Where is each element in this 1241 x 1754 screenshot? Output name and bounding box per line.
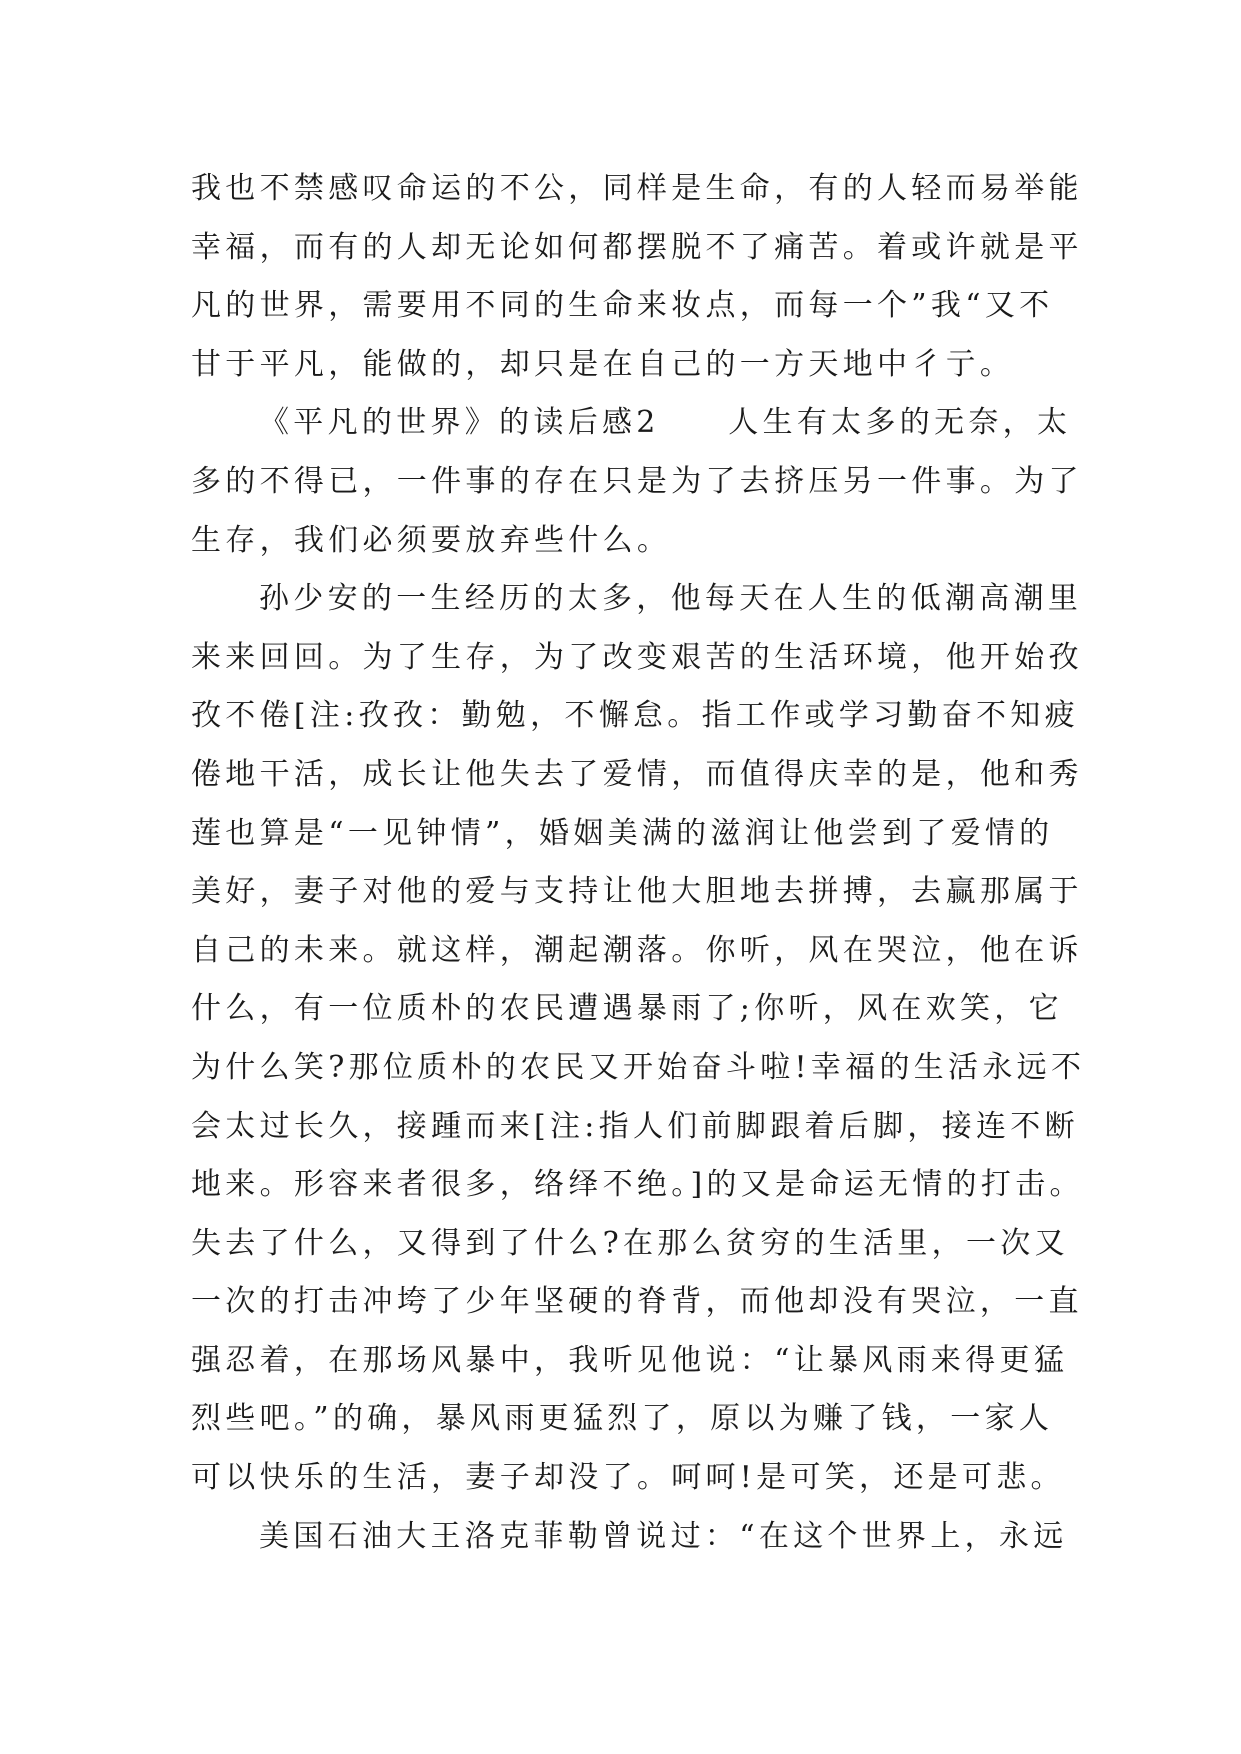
text-line: 自己的未来。就这样，潮起潮落。你听，风在哭泣，他在诉 (191, 932, 1083, 968)
text-line: 倦地干活，成长让他失去了爱情，而值得庆幸的是，他和秀 (191, 756, 1083, 792)
text-line: 强忍着，在那场风暴中，我听见他说：“让暴风雨来得更猛 (191, 1342, 1069, 1378)
text-line: 莲也算是“一见钟情”，婚姻美满的滋润让他尝到了爱情的 (191, 815, 1054, 851)
text-line: 可以快乐的生活，妻子却没了。呵呵!是可笑，还是可悲。 (191, 1460, 1065, 1496)
text-line: 生存，我们必须要放弃些什么。 (191, 522, 672, 558)
text-line: 地来。形容来者很多，络绎不绝。]的又是命运无情的打击。 (191, 1167, 1084, 1203)
text-line: 甘于平凡，能做的，却只是在自己的一方天地中彳亍。 (191, 346, 1015, 382)
text-line: 我也不禁感叹命运的不公，同样是生命，有的人轻而易举能 (191, 171, 1083, 206)
body-text (191, 160, 1086, 1566)
text-line: 凡的世界，需要用不同的生命来妆点，而每一个”我“又不 (191, 288, 1054, 324)
section-heading-line: 《平凡的世界》的读后感2 人生有太多的无奈，太 (259, 405, 1072, 441)
text-line: 为什么笑?那位质朴的农民又开始奋斗啦!幸福的生活永远不 (191, 1049, 1086, 1085)
text-line: 幸福，而有的人却无论如何都摆脱不了痛苦。着或许就是平 (191, 229, 1083, 265)
text-line: 来来回回。为了生存，为了改变艰苦的生活环境，他开始孜 (191, 639, 1083, 675)
text-line: 多的不得已，一件事的存在只是为了去挤压另一件事。为了 (191, 463, 1083, 499)
paragraph-start-line: 孙少安的一生经历的太多，他每天在人生的低潮高潮里 (259, 581, 1083, 617)
paragraph-start-line: 美国石油大王洛克菲勒曾说过：“在这个世界上，永远 (259, 1518, 1068, 1554)
text-line: 烈些吧。”的确，暴风雨更猛烈了，原以为赚了钱，一家人 (191, 1401, 1054, 1437)
text-line: 孜不倦[注:孜孜：勤勉，不懈怠。指工作或学习勤奋不知疲 (191, 698, 1079, 734)
text-line: 一次的打击冲垮了少年坚硬的脊背，而他却没有哭泣，一直 (191, 1284, 1083, 1320)
text-line: 什么，有一位质朴的农民遭遇暴雨了;你听，风在欢笑，它 (191, 991, 1063, 1027)
text-line: 失去了什么，又得到了什么?在那么贫穷的生活里，一次又 (191, 1225, 1069, 1261)
text-line: 美好，妻子对他的爱与支持让他大胆地去拼搏，去赢那属于 (191, 874, 1083, 910)
text-line: 会太过长久，接踵而来[注:指人们前脚跟着后脚，接连不断 (191, 1108, 1079, 1144)
